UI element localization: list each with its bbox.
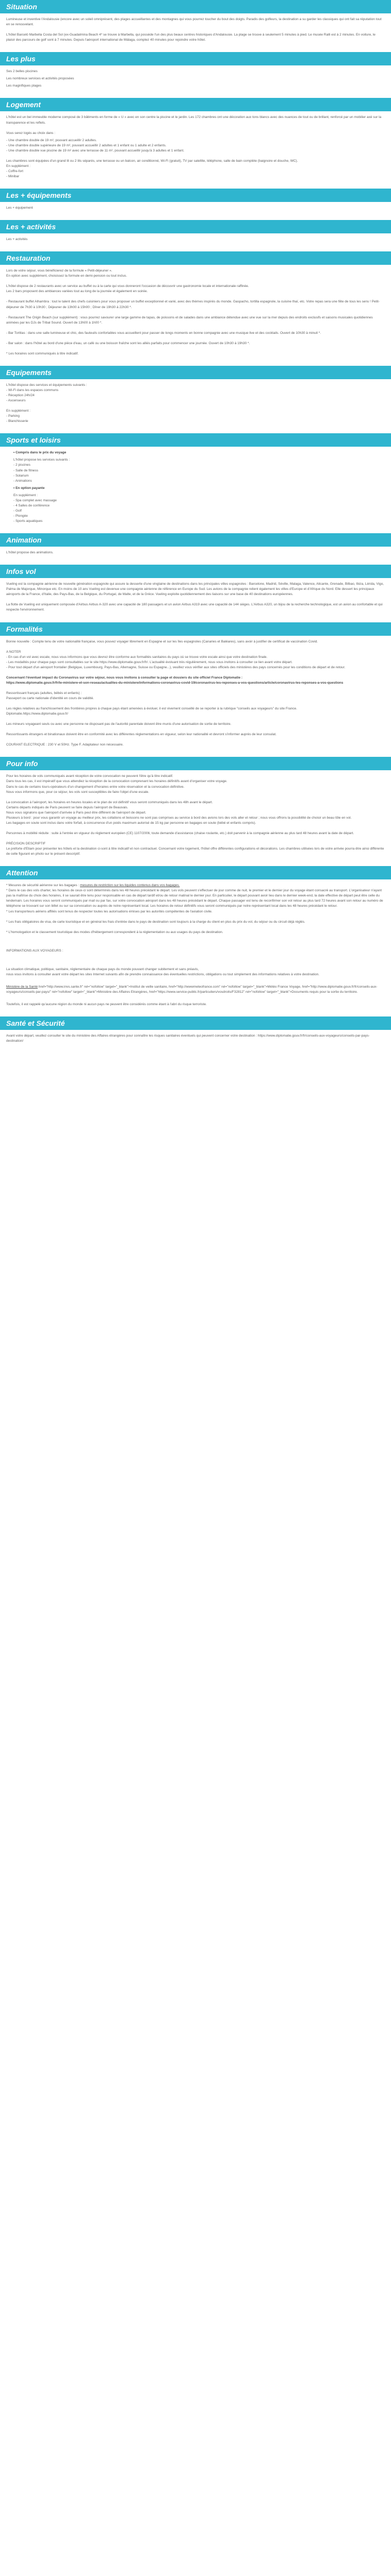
section-equipements-plus xyxy=(0,202,391,220)
formalites-paragraph: Ressortissants étrangers et binationaux doivent être en conformité avec les différentes réglementations en vigueur, selon leur nationalité et devront s'informer auprès de leur consulat. xyxy=(6,733,276,737)
section-header-infos-vol: Infos vol xyxy=(0,565,391,578)
infos-vol-paragraph: La flotte de Vueling est uniquement composée d'Airbus Airbus A-320 avec une capacité de 180 passagers et un avion Airbus A319 avec une capacité de 144 sièges. L'Airbus A320, un bijou de la recherche technologique, est un avion au confortable et qui respecte l'environnement. xyxy=(6,603,384,612)
section-equipements xyxy=(0,379,391,433)
logement-paragraph: Les chambres sont équipées d'un grand lit ou 2 lits séparés, une terrasse ou un balcon, air conditionné, Wi-Fi (gratuit), TV par satellite, téléphone, salle de bain complète (baignoire et douche, WC). En supplément : - Coffre-fort - Minibar xyxy=(6,159,298,178)
logement-paragraph: L'hôtel est un bel immeuble moderne composé de 3 bâtiments en forme de « U » avec en son centre la piscine et le jardin. Les 172 chambres ont une décoration aux tons blancs avec des nuances de tout ou de brillant, renforcé par un mobilier axé sur la transparence et les reflets. xyxy=(6,115,382,125)
plus-item: Les magnifiques plages xyxy=(6,84,42,88)
section-header-equipements: Equipements xyxy=(0,366,391,379)
plus-item: Ses 2 belles piscines xyxy=(6,70,38,74)
equipements-paragraph: En supplément : - Parking - Blanchisserie xyxy=(6,409,30,423)
section-sports xyxy=(0,447,391,533)
formalites-paragraph: Ressortissant français (adultes, bébés et enfants) : Passeport ou carte nationale d'identité en cours de validité. xyxy=(6,691,94,700)
pour-info-paragraph: Pour les horaires de vols communiqués avant réception de votre convocation ne peuvent l'être qu'à titre indicatif. Dans tous les cas, il est impératif que vous attendiez la réception de la convocation comprenant les horaires définitifs avant d'organiser votre voyage. Dans le cas de certains tours-opérateurs d'un changement d'horaires entre votre réservation et la convocation définitive. Nous vous informons que, pour ce séjour, les vols sont susceptibles de faire l'objet d'une escale. xyxy=(6,774,227,794)
section-logement xyxy=(0,111,391,189)
activites-plus-text: Les + activités xyxy=(6,238,28,242)
formalites-paragraph: Les mineurs voyageant seuls ou avec une personne ne disposant pas de l'autorité parentale doivent être munis d'une autorisation de sortie de territoire. xyxy=(6,722,232,726)
section-header-sante: Santé et Sécurité xyxy=(0,1016,391,1030)
sports-included-heading: • Compris dans le prix du voyage xyxy=(13,450,385,455)
plus-item: Les nombreux services et activités proposées xyxy=(6,77,74,81)
sante-ministry-link[interactable]: Ministère de la Santé xyxy=(6,985,38,989)
section-sante xyxy=(0,1030,391,1053)
spacer xyxy=(6,979,385,985)
pour-info-paragraph: La convocation à l'aéroport, les horaires en heures locales et le plan de vol définitif vous seront communiqués dans les 48h avant le départ. Certains départs indiqués de Paris peuvent se faire depuis l'aéroport de Beauvais. Nous vous signalons que l'aéroport d'arrivée à Paris peut être différent de l'aéroport de départ. Plusieurs à bord : pour vous garantir un voyage au meilleur prix, les collations et boissons ne sont pas comprises au service à bord des avions lors des vols aller et retour ; nous vous offrons la possibilité de choisir un beau tôle en vol. Les bagages en soute sont inclus dans votre forfait, à concurrence d'un poids maximum autorisé de 15 kg par personne en bagages en soute (bébé et enfants compris). xyxy=(6,800,352,825)
sports-paid-text: En supplément : - Spa complet avec massage - 4 Salles de conférence - Golf - Plongée - Sports aquatiques xyxy=(13,493,57,523)
section-plus xyxy=(0,65,391,98)
attention-text: * Dans le cas des vols charter, les horaires de ceux-ci sont déterminés dans les 48 heures précédant le départ. Les vols peuvent s'effectuer de jour comme de nuit, le premier et le dernier jour du voyage étant consacré au transport. L'organisateur n'ayant pas la maîtrise du choix des horaires, il se saurait être tenu pour responsable en cas de départ tardif et/ou de retour matinal le dernier jour. En particulier, le départ pouvant avoir lieu dans le dernier week-end, la date effective de départ peut être celle du lendemain. Les horaires vous seront communiqués par mail ou par fax, sur votre convocation aéroport dans les 48 heures précédant le départ. Chaque passager est tenu de reconfirmer son vol retour au plus tard 72 heures avant son retour au numéro de téléphone se trouvant sur son billet ou sur sa convocation ou auprès de notre représentant local. Les horaires de retour définitifs vous seront communiqués par notre représentant local dans les 48 heures précédant le retour. * Les transporteurs aériens affiliés sont tenus de respecter toutes les autorisations émises par les autorités compétentes de l'aviation civile. xyxy=(6,889,383,913)
logement-paragraph: Vous serez logés au choix dans : xyxy=(6,131,56,135)
attention-paragraph: * Les frais obligatoires de visa, de carte touristique et en général les frais d'entrée dans le pays de destination sont toujours à la charge du client en plus du prix du vol, du séjour ou du circuit déjà réglés. xyxy=(6,920,305,924)
pour-info-paragraph: Personnes à mobilité réduite : suite à l'entrée en vigueur du règlement européen (CE) 1107/2006, toute demande d'assistance (chaise roulante, etc.) doit parvenir à la compagnie aérienne au plus tard 48 heures avant la date de départ. xyxy=(6,831,354,835)
pour-info-paragraph: PRÉCISION DESCRIPTIF Le préforte d'Etiam pour présenter les hôtels et la destination ci-sont à titre indicatif et non contractuel. Concernant votre logement, l'hôtel offre différentes configurations et décorations. Les chambres utilisées lors de votre arrivée pourra être ainsi différente de celle figurant en photo sur le présent descriptif. xyxy=(6,842,384,856)
attention-paragraph: La situation climatique, politique, sanitaire, réglementaire de chaque pays du monde pouvant changer subitement et sans préavis, nous vous invitons à consulter avant votre départ les sites Internet suivants afin de prendre connaissance des éventuelles restrictions, obligations ou tout simplement des informations relatives à votre destination. xyxy=(6,967,320,976)
situation-paragraph: Lumineuse et inventive l'Andalousie (encore avec un soleil omniprésent, des plages accueillantes et des montagnes qui vous pourrez toucher du bout des doigts. Paradis des golfeurs, la destination a su garder les classiques qui ont fait sa réputation tout en se renouvelant. xyxy=(6,18,383,27)
attention-links-text: href="http://www.invs.sante.fr" rel="nofollow" target="_blank">Institut de veille sanitaire, href="http://wwwmeteofrance.com" rel="nofollow" target="_blank">Météo France Voyage, href="http://www.diplomatie.gouv.fr/fr/conseils-aux-voyageurs/conseils-par-pays/" rel="nofollow" target="_blank">Ministère des Affaires Etrangères, href="https://www.service-public.fr/particuliers/vosdroits/F32812" rel="nofollow" target="_blank">Documents requis pour la sortie du territoire. xyxy=(6,985,378,994)
attention-paragraph xyxy=(6,883,385,914)
restauration-footnote: * Les horaires sont communiqués à titre indicatif. xyxy=(6,351,79,355)
section-situation xyxy=(0,13,391,52)
section-pour-info xyxy=(0,770,391,866)
section-header-plus: Les plus xyxy=(0,52,391,65)
section-header-sports: Sports et loisirs xyxy=(0,433,391,447)
formalites-paragraph: Les règles relatives au franchissement des frontières propres à chaque pays étant amenées à évoluer, il est vivement conseillé de se reporter à la rubrique "conseils aux voyageurs" du site France. Diplomatie.https://www.diplomatie.gouv.fr/ xyxy=(6,707,297,716)
formalites-paragraph: COURANT ELECTRIQUE : 230 V et 50Hz. Type F. Adaptateur non nécessaire. xyxy=(6,743,124,747)
spacer xyxy=(6,997,385,1002)
section-header-pour-info: Pour info xyxy=(0,757,391,770)
attention-text: * Mesures de sécurité aérienne sur les bagages : xyxy=(6,884,80,888)
section-header-animation: Animation xyxy=(0,533,391,547)
spacer xyxy=(6,956,385,967)
section-animation xyxy=(0,547,391,565)
section-header-attention: Attention xyxy=(0,866,391,879)
section-restauration xyxy=(0,265,391,366)
restauration-paragraph: Lors de votre séjour, vous bénéficierez de la formule « Petit-déjeuner ». En option avec supplément, choisissez la formule en demi-pension ou tout inclus. xyxy=(6,269,127,278)
attention-paragraph: Toutefois, il est rappelé qu'aucune région du monde ni aucun pays ne peuvent être considérés comme étant à l'abri du risque terroriste. xyxy=(6,1003,207,1006)
restauration-paragraph: L'hôtel dispose de 2 restaurants avec un service au buffet ou à la carte qui vous donneront l'occasion de découvrir une gastronomie locale et internationale raffinée. Les 2 bars proposent des ambiances variées tout au long de la journée et également en soirée. xyxy=(6,284,249,294)
equipements-paragraph: L'hôtel dispose des services et équipements suivants : - Wi-Fi dans les espaces communs - Réception 24h/24 - Ascenseurs xyxy=(6,383,87,403)
section-header-formalites: Formalités xyxy=(0,622,391,636)
section-header-equipements-plus: Les + équipements xyxy=(0,189,391,202)
logement-paragraph: - Une chambre double de 19 m², pouvant accueillir 2 adultes. - Une chambre double supérieure de 19 m², pouvant accueillir 2 adultes et 1 enfant ou 1 adulte et 2 enfants. - Une chambre double vue piscine de 19 m² avec une terrasse de 11 m², pouvant accueillir jusqu'à 3 adultes et 1 enfant. xyxy=(6,138,185,152)
section-attention xyxy=(0,879,391,1016)
section-infos-vol xyxy=(0,578,391,622)
situation-paragraph: L'hôtel Barceló Marbella Costa del Sol (ex-Guadalmina Beach 4* se trouve à Marbella, qui possède l'un des plus beaux centres historiques d'Andalousie. La plage se trouve à seulement 5 minutes à pied. Le musée Ralli est à 2 minutes. En voiture, le plaisir des parcours de golf sont à 7 minutes. Depuis l'aéroport international de Málaga, comptez 40 minutes pour rejoindre votre hôtel. xyxy=(6,33,377,42)
sports-paid-heading: • En option payante xyxy=(13,486,385,491)
section-header-activites-plus: Les + activités xyxy=(0,220,391,233)
sports-included-list xyxy=(13,450,385,455)
attention-paragraph: * L'homologation et le classement touristique des modes d'hébergement correspondent à la réglementation ou aux usages du pays de destination. xyxy=(6,930,223,934)
section-activites-plus xyxy=(0,233,391,251)
sports-included-text: L'hôtel propose les services suivants : - 2 piscines - Salle de fitness - Solarium - Animations xyxy=(13,458,70,483)
product-description xyxy=(0,0,391,1053)
sante-paragraph: Avant votre départ, veuillez consulter le site du ministère des Affaires étrangères pour connaître les risques sanitaires éventuels qui peuvent concerner votre destination : https://www.diplomatie.gouv.fr/fr/conseils-aux-voyageurs/conseils-par-pays-destination/ xyxy=(6,1034,370,1043)
section-formalites xyxy=(0,636,391,757)
section-header-situation: Situation xyxy=(0,0,391,13)
formalites-paragraph: Bonne nouvelle : Compte tenu de votre nationalité française, vous pouvez voyager librement en Espagne et sur les îles espagnoles (Canaries et Baléares), sans avoir à justifier de certificat de vaccination Covid. xyxy=(6,639,318,643)
infos-vol-paragraph: Vueling est la compagnie aérienne de nouvelle génération espagnole qui assure la desserte d'une vingtaine de destinations dans les principales villes espagnoles : Barcelone, Madrid, Séville, Malaga, Valence, Alicante, Grenade, Bilbao, Ibiza, Lérida, Vigo, Palma de Majorque, Minorque etc. En moins de 10 ans Vueling est devenue une compagnie aérienne de référence en Europe du Sud. Les avions de la compagnie relient également les villes d'Europe et d'Afrique du Nord. Elle dessert les principaux aéroports de la France, d'Italie, des Pays-Bas, de la Belgique, du Portugal, de Malte, et de la Grèce. Vueling exploite quotidiennement des liaisons sur une base de 40 destinations européennes. xyxy=(6,582,385,597)
restauration-paragraph: - Bar Tortitas : dans une salle lumineuse et chic, des fauteuils confortables vous accueillent pour passer de longs moments en bonne compagnie avec une musique live et des cocktails. Ouvert de 10h30 à minuit *. xyxy=(6,331,321,335)
restauration-paragraph: - Restaurant The Origin Beach (sur supplément) : vous pourrez savourer une large gamme de tapas, de poissons et de salades dans une ambiance détendue avec une vue sur la mer depuis des endroits exclusifs et saisons musicales quotidiennes animées par les DJs de Tribal Sound. Ouvert de 13h00 à 1h00 *. xyxy=(6,315,374,325)
sports-paid-list xyxy=(13,486,385,491)
formalites-covid-notice: Concernant l'éventuel impact du Coronavirus sur votre séjour, nous vous invitons à consulter la page et dossiers du site officiel France Diplomatie : https://www.diplomatie.gouv.fr/fr/le-ministere-et-son-reseau/actualites-du-ministere/informations-coronavirus-covid-19/coronavirus-les-reponses-a-vos-questions/article/coronavirus-les-reponses-a-vos-questions xyxy=(6,675,344,685)
attention-heading: INFORMATIONS AUX VOYAGEURS : xyxy=(6,948,63,953)
spacer xyxy=(6,937,385,948)
restauration-paragraph: - Bar salon : dans l'hôtel au bord d'une pièce d'eau, un café ou une boisson fraîche sont les alliés parfaits pour commencer une journée. Ouvert de 10h30 à 19h30 *. xyxy=(6,341,250,345)
equipements-plus-text: Les + équipement xyxy=(6,206,33,210)
animation-text: L'hôtel propose des animations. xyxy=(6,551,54,555)
section-header-restauration: Restauration xyxy=(0,251,391,265)
section-header-logement: Logement xyxy=(0,98,391,111)
formalites-paragraph: A NOTER - En cas d'un vol avec escale, nous vous informons que vous devrez être conforme aux formalités sanitaires du pays où se trouve votre escale ainsi que votre destination finale. - Les modalités pour chaque pays sont consultables sur le site https://www.diplomatie.gouv.fr/fr/. L'actualité évoluant très régulièrement, nous vous invitons à consulter ce lien avant votre départ. - Pour tout départ d'un aéroport frontalier (Belgique, Luxembourg, Pays-Bas, Allemagne, Suisse ou Espagne...), veuillez vous vérifier aux sites officiels des ministères des pays concernés pour les conditions de départ et de retour. xyxy=(6,650,346,669)
restauration-paragraph: - Restaurant buffet Alhambra : tout le talent des chefs cuisiniers pour vous proposer un buffet exceptionnel et varié, avec des thèmes inspirés du monde. Gaspacho, tortilla espagnole, la cuisine thaï, etc. Votre repas sera une fête de tous les sens ! Petit-déjeuner de 7h30 à 10h30 ; Déjeuner de 13h00 à 15h00 ; Dîner de 19h30 à 22h30 *. xyxy=(6,300,380,309)
liquids-restriction-link[interactable]: mesures de restriction sur les liquides contenus dans vos bagages. xyxy=(80,884,180,888)
attention-links-paragraph xyxy=(6,985,385,995)
